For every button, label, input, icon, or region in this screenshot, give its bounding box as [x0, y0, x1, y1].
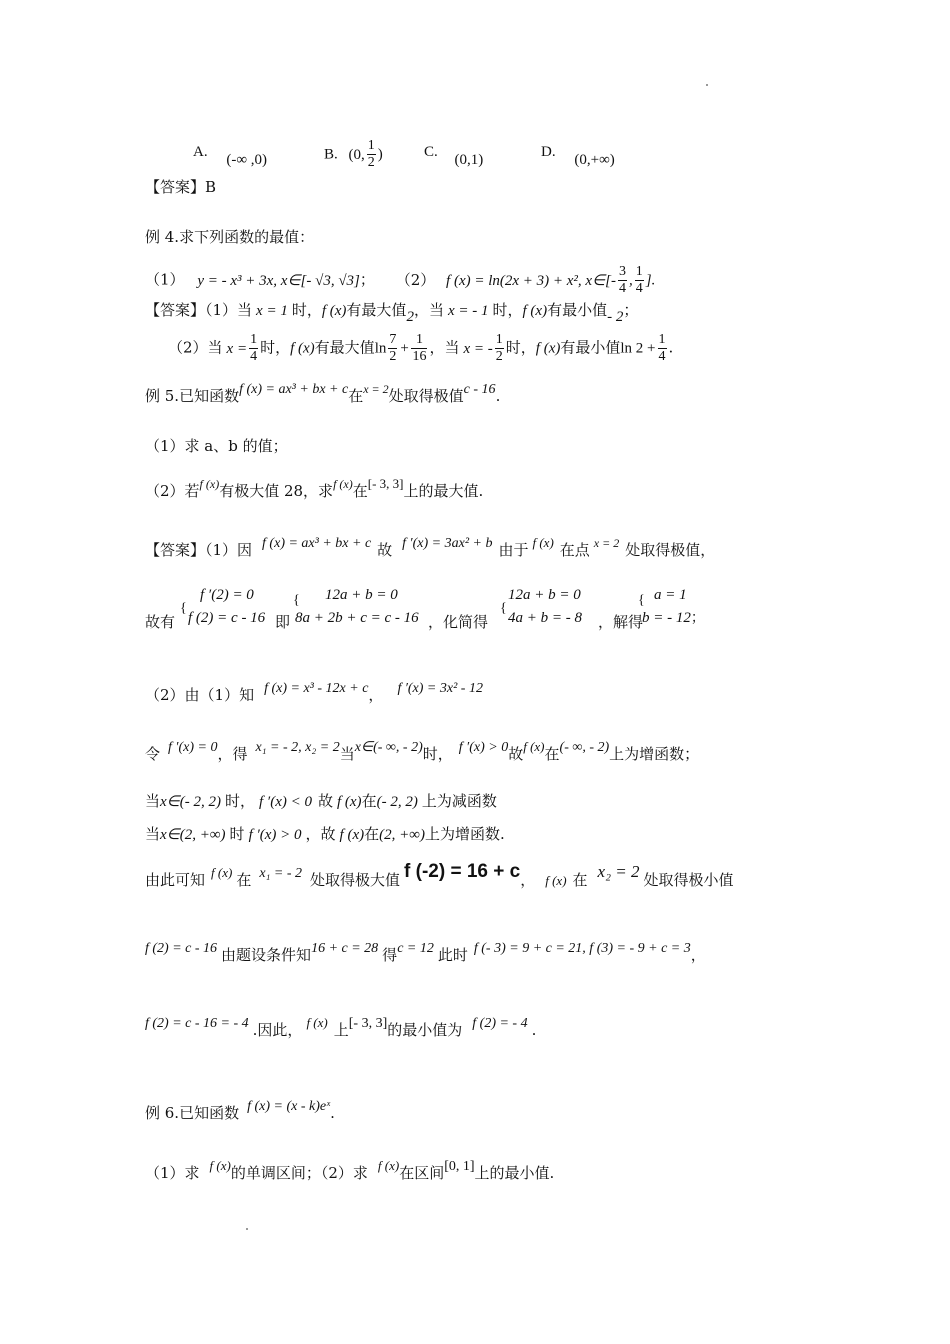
ex5-q2: （2）若$^{f (x)}$有极大值 28，求$^{f (x)}$在[- 3, 3]上的最大值.: [145, 476, 484, 500]
ex6-title: 例 6.已知函数 f (x) = (x - k)eˣ.: [145, 1099, 335, 1122]
option-b: B. (0, $\frac{1}{2}$ ): [324, 138, 383, 170]
ex5-line-5: f (2) = c - 16 由题设条件知16 + c = 28 得c = 12 此时 f (- 3) = 9 + c = 21, f (3) = - 9 + c = 3，: [145, 941, 706, 964]
ex4-problems: （1） y = - x³ + 3x, x∈[- √3, √3]； （2） f (x) = ln(2x + 3) + x², x∈[- $\frac{3}{4}$ , $\frac{1}{4}$ ].: [145, 264, 656, 296]
option-d: D. (0,+∞): [541, 144, 615, 168]
page-mark-top: [706, 84, 708, 86]
ex5-line-3: 当x∈(2, +∞) 时 f ′(x) > 0 ，故 f (x)在(2, +∞)上为增函数.: [145, 825, 505, 843]
ex5-line-4: 由此可知 f (x) 在 x₁ = - 2 处取得极大值 f (-2) = 16 + c， f (x) 在 x₂ = 2 处取得极小值: [145, 861, 734, 889]
ex5-title: 例 5.已知函数f (x) = ax³ + bx + c在$^{x = 2}$处取得极值c - 16.: [145, 382, 501, 405]
ex4-answer-2: （2）当 x = $\frac{1}{4}$ 时，f (x)有最大值ln $\frac{7}{2}$ + $\frac{1}{16}$ ，当 x = - $\frac{1}{2}$ 时，f (x)有最小值ln 2 + $\frac{1}{4}$ .: [168, 332, 674, 364]
ex5-line-2: 当x∈(- 2, 2) 时， f ′(x) < 0 故 f (x)在(- 2, 2) 上为减函数: [145, 792, 497, 810]
system-word-simplify: ，化简得: [428, 613, 489, 631]
system-4: { a = 1 b = - 12；: [638, 587, 705, 626]
ex6-question: （1）求 f (x)的单调区间；（2）求 f (x)在区间[0, 1]上的最小值.: [145, 1158, 555, 1182]
ex5-system-label: 故有: [145, 613, 176, 631]
ex5-answer-1: 【答案】（1）因 f (x) = ax³ + bx + c 故 f ′(x) = 3ax² + b 由于 f (x) 在点 $^{x = 2}$ 处取得极值，: [145, 535, 716, 559]
page-mark-bottom: [246, 1228, 248, 1230]
system-2: { 12a + b = 0 8a + 2b + c = c - 16: [293, 587, 419, 626]
ex4-answer-1: 【答案】（1）当 x = 1 时，f (x)有最大值2，当 x = - 1 时，f (x)有最小值- 2；: [145, 301, 639, 325]
ex5-answer-2: （2）由（1）知 f (x) = x³ - 12x + c， f ′(x) = 3x² - 12: [145, 681, 483, 704]
answer-3: 【答案】B: [145, 178, 217, 196]
system-word-solve: ，解得: [598, 613, 644, 631]
ex5-q1: （1）求 a、b 的值；: [145, 437, 288, 455]
ex5-line-6: f (2) = c - 16 = - 4 .因此， f (x) 上[- 3, 3]的最小值为 f (2) = - 4 .: [145, 1015, 537, 1039]
option-c: C. (0,1): [424, 144, 484, 168]
ex5-line-1: 令 f ′(x) = 0，得 x₁ = - 2, x₂ = 2当x∈(- ∞, - 2)时， f ′(x) > 0故f (x)在(- ∞, - 2)上为增函数；: [145, 739, 700, 763]
option-a: A. (-∞ ,0): [193, 144, 268, 168]
ex4-title: 例 4.求下列函数的最值：: [145, 228, 315, 246]
system-1: { f ′(2) = 0 f (2) = c - 16: [180, 587, 266, 626]
system-word-ji: 即: [275, 613, 291, 631]
system-3: { 12a + b = 0 4a + b = - 8: [500, 587, 582, 626]
